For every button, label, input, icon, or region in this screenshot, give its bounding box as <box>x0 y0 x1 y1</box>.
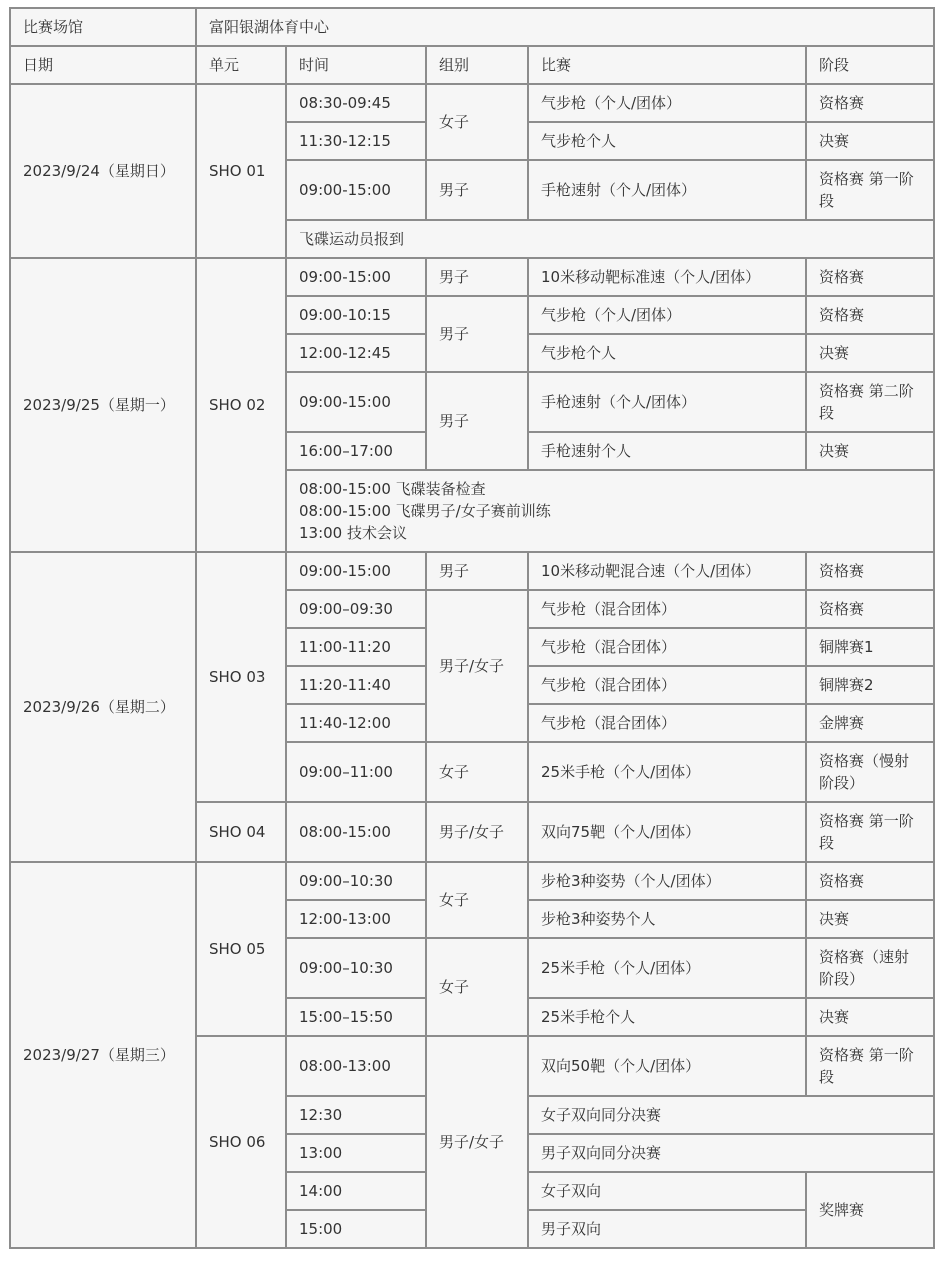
table-cell: 11:00-11:20 <box>286 628 426 666</box>
table-cell: 12:00-12:45 <box>286 334 426 372</box>
table-cell: 奖牌赛 <box>806 1172 934 1248</box>
table-cell: 2023/9/27（星期三） <box>10 862 196 1248</box>
table-cell: 15:00–15:50 <box>286 998 426 1036</box>
table-cell: 男子 <box>426 160 528 220</box>
table-cell: 09:00-15:00 <box>286 552 426 590</box>
venue-name: 富阳银湖体育中心 <box>196 8 934 46</box>
table-cell: 资格赛 <box>806 296 934 334</box>
header-row <box>10 46 934 84</box>
table-cell: 资格赛 <box>806 258 934 296</box>
table-cell: 08:30-09:45 <box>286 84 426 122</box>
header-time: 时间 <box>286 46 426 84</box>
table-cell: 飞碟运动员报到 <box>286 220 934 258</box>
table-cell: 步枪3种姿势个人 <box>528 900 806 938</box>
table-cell: 男子/女子 <box>426 590 528 742</box>
table-cell: 气步枪（个人/团体） <box>528 296 806 334</box>
header-stage: 阶段 <box>806 46 934 84</box>
table-cell: 11:20-11:40 <box>286 666 426 704</box>
table-cell: SHO 02 <box>196 258 286 552</box>
table-cell: 决赛 <box>806 998 934 1036</box>
table-cell: 09:00-15:00 <box>286 160 426 220</box>
table-row <box>10 862 934 900</box>
table-cell: 13:00 <box>286 1134 426 1172</box>
table-cell: 女子双向同分决赛 <box>528 1096 934 1134</box>
table-cell: 男子/女子 <box>426 1036 528 1248</box>
table-cell: SHO 03 <box>196 552 286 802</box>
table-cell: 资格赛（慢射阶段） <box>806 742 934 802</box>
table-cell: SHO 05 <box>196 862 286 1036</box>
table-cell: 2023/9/26（星期二） <box>10 552 196 862</box>
table-cell: 女子 <box>426 84 528 160</box>
table-cell: 09:00–10:30 <box>286 938 426 998</box>
table-cell: 女子 <box>426 862 528 938</box>
table-cell: 09:00-15:00 <box>286 372 426 432</box>
table-cell: 铜牌赛2 <box>806 666 934 704</box>
table-cell: 资格赛（速射阶段） <box>806 938 934 998</box>
table-cell: 资格赛 <box>806 84 934 122</box>
table-cell: 气步枪（个人/团体） <box>528 84 806 122</box>
table-cell: 资格赛 第一阶段 <box>806 802 934 862</box>
table-cell: SHO 01 <box>196 84 286 258</box>
table-cell: 双向50靶（个人/团体） <box>528 1036 806 1096</box>
table-cell: 25米手枪个人 <box>528 998 806 1036</box>
header-unit: 单元 <box>196 46 286 84</box>
table-cell: SHO 06 <box>196 1036 286 1248</box>
table-cell: 09:00-10:15 <box>286 296 426 334</box>
table-cell: 气步枪（混合团体） <box>528 628 806 666</box>
table-cell: 资格赛 <box>806 552 934 590</box>
table-cell: 09:00–11:00 <box>286 742 426 802</box>
table-cell: 金牌赛 <box>806 704 934 742</box>
table-cell: 09:00–10:30 <box>286 862 426 900</box>
table-cell: 气步枪（混合团体） <box>528 590 806 628</box>
table-cell: 女子 <box>426 938 528 1036</box>
table-cell: 资格赛 第二阶段 <box>806 372 934 432</box>
table-cell: 决赛 <box>806 122 934 160</box>
table-cell: 09:00-15:00 <box>286 258 426 296</box>
table-cell: 气步枪（混合团体） <box>528 666 806 704</box>
table-cell: 资格赛 <box>806 590 934 628</box>
table-cell: SHO 04 <box>196 802 286 862</box>
table-cell: 25米手枪（个人/团体） <box>528 938 806 998</box>
table-cell: 手枪速射（个人/团体） <box>528 160 806 220</box>
table-cell: 气步枪（混合团体） <box>528 704 806 742</box>
table-cell: 气步枪个人 <box>528 122 806 160</box>
table-cell: 气步枪个人 <box>528 334 806 372</box>
table-cell: 10米移动靶标准速（个人/团体） <box>528 258 806 296</box>
table-cell: 16:00–17:00 <box>286 432 426 470</box>
table-cell: 手枪速射个人 <box>528 432 806 470</box>
header-group: 组别 <box>426 46 528 84</box>
table-cell: 决赛 <box>806 900 934 938</box>
table-cell: 12:00-13:00 <box>286 900 426 938</box>
table-cell: 男子双向同分决赛 <box>528 1134 934 1172</box>
table-cell: 2023/9/24（星期日） <box>10 84 196 258</box>
table-cell: 男子/女子 <box>426 802 528 862</box>
table-row <box>10 552 934 590</box>
table-cell: 决赛 <box>806 432 934 470</box>
table-cell: 2023/9/25（星期一） <box>10 258 196 552</box>
table-cell: 08:00-15:00 飞碟装备检查 08:00-15:00 飞碟男子/女子赛前训练 13:00 技术会议 <box>286 470 934 552</box>
table-cell: 决赛 <box>806 334 934 372</box>
table-cell: 08:00-13:00 <box>286 1036 426 1096</box>
table-cell: 资格赛 <box>806 862 934 900</box>
table-cell: 女子 <box>426 742 528 802</box>
table-cell: 资格赛 第一阶段 <box>806 1036 934 1096</box>
header-date: 日期 <box>10 46 196 84</box>
table-cell: 男子 <box>426 552 528 590</box>
table-cell: 15:00 <box>286 1210 426 1248</box>
header-event: 比赛 <box>528 46 806 84</box>
table-cell: 双向75靶（个人/团体） <box>528 802 806 862</box>
table-cell: 11:30-12:15 <box>286 122 426 160</box>
table-cell: 铜牌赛1 <box>806 628 934 666</box>
table-cell: 男子 <box>426 296 528 372</box>
table-cell: 男子 <box>426 372 528 470</box>
table-cell: 25米手枪（个人/团体） <box>528 742 806 802</box>
table-cell: 步枪3种姿势（个人/团体） <box>528 862 806 900</box>
table-cell: 09:00–09:30 <box>286 590 426 628</box>
table-cell: 女子双向 <box>528 1172 806 1210</box>
table-row <box>10 84 934 122</box>
table-cell: 11:40-12:00 <box>286 704 426 742</box>
table-row <box>10 258 934 296</box>
table-cell: 10米移动靶混合速（个人/团体） <box>528 552 806 590</box>
table-cell: 男子双向 <box>528 1210 806 1248</box>
table-cell: 男子 <box>426 258 528 296</box>
table-cell: 08:00-15:00 <box>286 802 426 862</box>
venue-label: 比赛场馆 <box>10 8 196 46</box>
table-cell: 12:30 <box>286 1096 426 1134</box>
table-cell: 资格赛 第一阶段 <box>806 160 934 220</box>
table-cell: 手枪速射（个人/团体） <box>528 372 806 432</box>
table-cell: 14:00 <box>286 1172 426 1210</box>
competition-schedule-table <box>9 7 935 1249</box>
venue-row <box>10 8 934 46</box>
